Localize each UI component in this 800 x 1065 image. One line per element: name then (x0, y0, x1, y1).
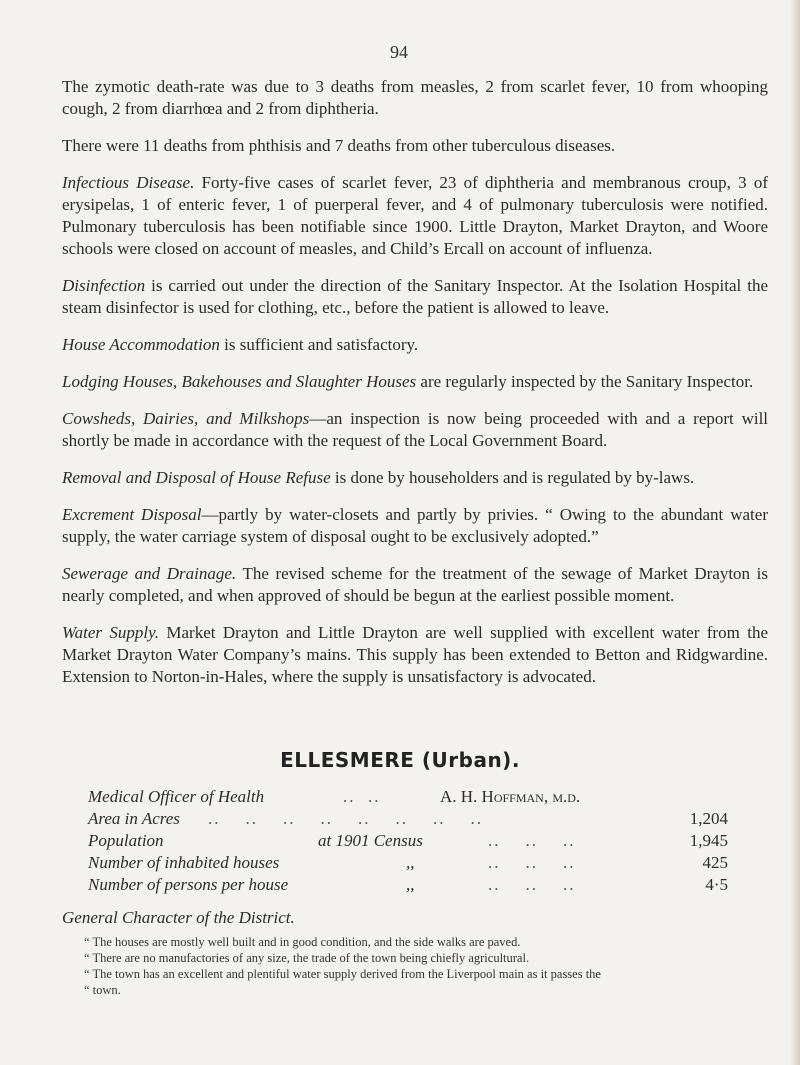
paragraph-text: are regularly inspected by the Sanitary Inspector. (416, 372, 754, 391)
general-character-quote (84, 934, 774, 998)
paragraph-text: The zymotic death-rate was due to 3 deaths from measles, 2 from scarlet fever, 10 from whooping cough, 2 from diarrhœa and 2 from diphtheria. (62, 77, 768, 118)
paragraph-lead: Infectious Disease. (62, 173, 195, 192)
stat-qualifier: at 1901 Census (318, 831, 423, 850)
officer-label: Medical Officer of Health (88, 787, 265, 806)
stat-row-houses (88, 852, 728, 874)
paragraph-text: The revised scheme for the treatment of the sewage of Market Drayton is nearly completed, and when approved of should be begun at the earliest possible moment. (62, 564, 768, 605)
paragraph-lead: Water Supply. (62, 623, 159, 642)
paragraph-infectious-disease (62, 172, 768, 260)
paragraph-text: There were 11 deaths from phthisis and 7 deaths from other tuberculous diseases. (62, 136, 616, 155)
report-body (62, 76, 768, 703)
leader-dots: .. .. .. (488, 875, 576, 894)
paragraph-text: —partly by water-closets and partly by privies. “ Owing to the abundant water supply, the water carriage system of disposal ought to be exclusively adopted.” (62, 505, 768, 546)
paragraph-lead: Excrement Disposal (62, 505, 202, 524)
paragraph-cowsheds (62, 408, 768, 452)
paragraph-text: is carried out under the direction of the Sanitary Inspector. At the Isolation Hospital the steam disinfector is used for clothing, etc., before the patient is allowed to leave. (62, 276, 768, 317)
leader-dots: .. .. .. (488, 853, 576, 872)
stat-label: Number of inhabited houses (88, 853, 280, 872)
stat-value: 1,204 (689, 809, 728, 828)
district-statistics (88, 786, 728, 896)
leader-dots: .. .. (343, 787, 381, 806)
paragraph-lead: Sewerage and Drainage. (62, 564, 237, 583)
officer-name: A. H. Hoffman, m.d. (440, 787, 581, 806)
paragraph-lead: Removal and Disposal of House Refuse (62, 468, 331, 487)
district-heading: ELLESMERE (Urban). (280, 748, 520, 772)
paragraph-tuberculosis (62, 135, 768, 157)
paragraph-sewerage (62, 563, 768, 607)
stat-row-area (88, 808, 728, 830)
stat-row-persons (88, 874, 728, 896)
quote-line: “ The houses are mostly well built and in good condition, and the side walks are paved. (84, 935, 521, 949)
page-edge-shadow (790, 0, 800, 1065)
quote-line: “ There are no manufactories of any size, the trade of the town being chiefly agricultural. (84, 951, 530, 965)
stat-qualifier: ,, (406, 875, 415, 894)
page-number: 94 (390, 42, 408, 62)
paragraph-text: is sufficient and satisfactory. (219, 335, 419, 354)
paragraph-lodging-houses (62, 371, 768, 393)
stat-label: Area in Acres (88, 809, 180, 828)
paragraph-lead: House Accommodation (62, 335, 220, 354)
leader-dots: .. .. .. .. .. .. .. .. (208, 809, 483, 828)
quote-line: “ The town has an excellent and plentiful water supply derived from the Liverpool main as it passes the (84, 967, 601, 981)
officer-row (88, 786, 728, 808)
quote-line: “ town. (84, 983, 121, 997)
paragraph-water-supply (62, 622, 768, 688)
paragraph-text: is done by householders and is regulated by by-laws. (330, 468, 695, 487)
leader-dots: .. .. .. (488, 831, 576, 850)
stat-value: 425 (702, 853, 728, 872)
stat-row-population (88, 830, 728, 852)
paragraph-text: Market Drayton and Little Drayton are well supplied with excellent water from the Market Drayton Water Company’s mains. This supply has been extended to Betton and Ridgwardine. Extension to Norton-in-Hales, where the supply is unsatisfactory is advocated. (62, 623, 768, 686)
stat-value: 4·5 (705, 875, 728, 894)
paragraph-lead: Cowsheds, Dairies, and Milkshops (62, 409, 310, 428)
stat-qualifier: ,, (406, 853, 415, 872)
paragraph-lead: Lodging Houses, Bakehouses and Slaughter Houses (62, 372, 417, 391)
paragraph-excrement (62, 504, 768, 548)
paragraph-house-accommodation (62, 334, 768, 356)
paragraph-zymotic (62, 76, 768, 120)
paragraph-text: Forty-five cases of scarlet fever, 23 of diphtheria and membranous croup, 3 of erysipelas, 1 of enteric fever, 1 of puerperal fever, and 4 of pulmonary tuberculosis were notified. Pulmonary tuberculosis has been notifiable since 1900. Little Drayton, Market Drayton, and Woore schools were closed on account of measles, and Child’s Ercall on account of influenza. (62, 173, 768, 258)
stat-label: Number of persons per house (88, 875, 289, 894)
paragraph-disinfection (62, 275, 768, 319)
paragraph-text: —an inspection is now being proceeded with and a report will shortly be made in accordance with the request of the Local Government Board. (62, 409, 769, 450)
general-character-title: General Character of the District. (62, 908, 295, 927)
paragraph-refuse (62, 467, 768, 489)
stat-label: Population (88, 831, 164, 850)
paragraph-lead: Disinfection (62, 276, 146, 295)
stat-value: 1,945 (689, 831, 728, 850)
